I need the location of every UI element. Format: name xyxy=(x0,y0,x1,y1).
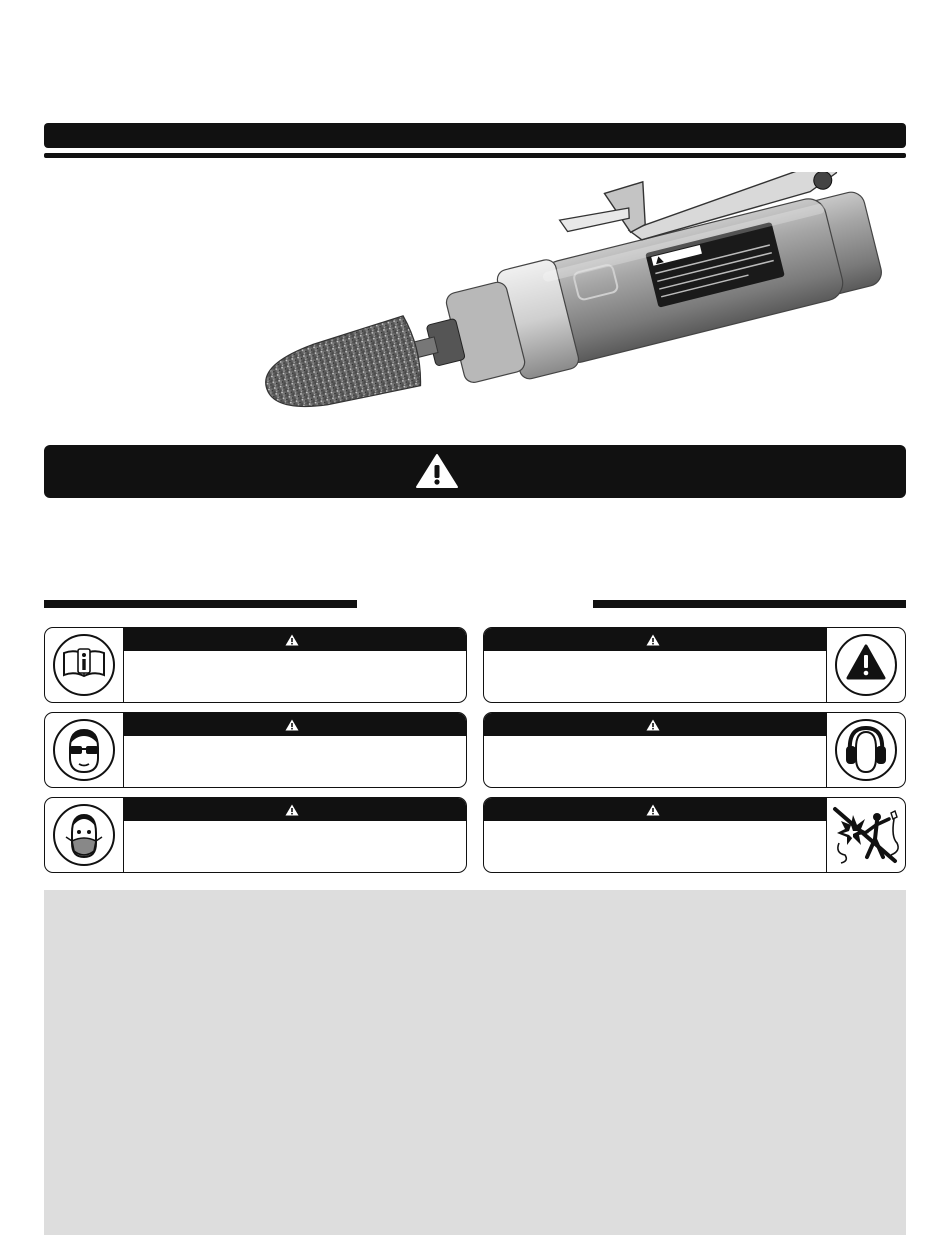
safety-glasses-icon xyxy=(52,718,116,782)
warning-banner xyxy=(44,445,906,498)
read-manual-icon xyxy=(52,633,116,697)
die-grinder-image xyxy=(255,172,915,430)
safety-box-header xyxy=(123,713,466,736)
safety-box-header xyxy=(484,713,827,736)
info-panel xyxy=(44,890,906,1235)
title-bar xyxy=(44,123,906,148)
warning-triangle-icon xyxy=(646,804,660,816)
safety-box-header xyxy=(484,798,827,821)
explosion-hazard-icon xyxy=(831,803,901,867)
safety-box-eye-protection xyxy=(44,712,467,788)
section-rule-left xyxy=(44,600,357,608)
title-rule xyxy=(44,153,906,158)
warning-triangle-icon xyxy=(285,719,299,731)
safety-box-explosion-hazard xyxy=(483,797,906,873)
safety-box-header xyxy=(123,628,466,651)
warning-triangle-icon xyxy=(646,719,660,731)
safety-box-header xyxy=(123,798,466,821)
warning-triangle-icon xyxy=(285,804,299,816)
safety-box-general-warning xyxy=(483,627,906,703)
warning-triangle-icon xyxy=(834,633,898,697)
safety-box-read-manual xyxy=(44,627,467,703)
safety-box-header xyxy=(484,628,827,651)
warning-triangle-icon xyxy=(415,453,459,489)
section-rule-right xyxy=(593,600,906,608)
warning-triangle-icon xyxy=(285,634,299,646)
safety-box-respiratory-protection xyxy=(44,797,467,873)
hearing-protection-icon xyxy=(834,718,898,782)
safety-box-hearing-protection xyxy=(483,712,906,788)
dust-mask-icon xyxy=(52,803,116,867)
warning-triangle-icon xyxy=(646,634,660,646)
